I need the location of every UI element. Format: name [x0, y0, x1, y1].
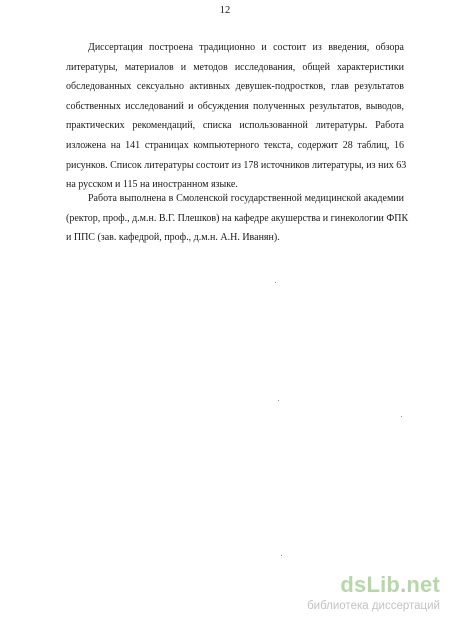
watermark-logo-right: net	[406, 572, 440, 597]
scan-speck	[401, 416, 402, 417]
text-line: на русском и 115 на иностранном языке.	[66, 179, 238, 191]
paragraph-institution	[66, 189, 409, 248]
text-line: Диссертация построена традиционно и состоит из введения, обзора	[88, 42, 404, 53]
text-line: и ППС (зав. кафедрой, проф., д.м.н. А.Н. Иванян).	[66, 232, 280, 244]
text-line: (ректор, проф., д.м.н. В.Г. Плешков) на кафедре акушерства и гинекологии ФПК	[66, 212, 409, 224]
page-number: 12	[219, 5, 231, 16]
watermark-logo-dot: .	[400, 572, 407, 597]
text-line: изложена на 141 страницах компьютерного текста, содержит 28 таблиц, 16	[66, 139, 404, 151]
scan-speck	[275, 282, 276, 283]
watermark	[264, 573, 440, 613]
scan-speck	[278, 400, 279, 401]
text-line: обследованных сексуально активных девушек-подростков, глав результатов	[66, 81, 404, 93]
text-line: практических рекомендаций, списка использованной литературы. Работа	[66, 120, 404, 132]
paragraph-structure	[66, 38, 407, 195]
scan-speck	[281, 555, 282, 556]
watermark-subtitle: библиотека диссертаций	[307, 600, 440, 612]
text-line: собственных исследований и обсуждения полученных результатов, выводов,	[66, 100, 404, 112]
text-line: Работа выполнена в Смоленской государственной медицинской академии	[88, 193, 404, 204]
watermark-logo-left: dsLib	[340, 572, 401, 597]
text-line: рисунков. Список литературы состоит из 178 источников литературы, из них 63	[66, 159, 407, 171]
text-line: литературы, материалов и методов исследования, общей характеристики	[66, 61, 404, 73]
watermark-logo	[340, 573, 440, 597]
